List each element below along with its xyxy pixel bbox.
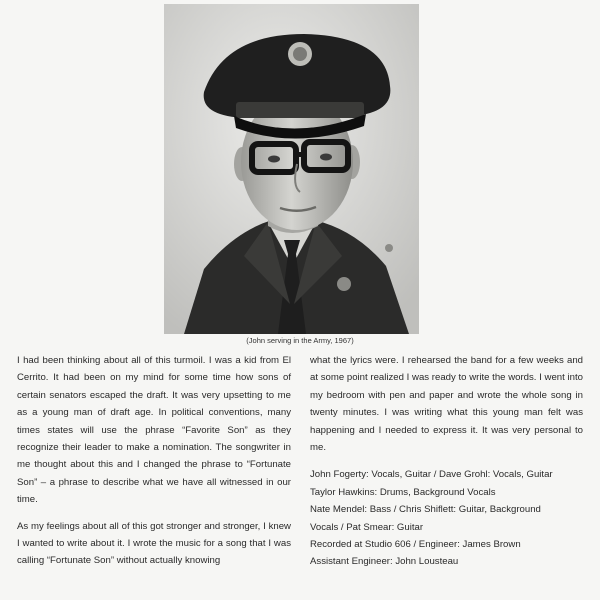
- photo-caption: (John serving in the Army, 1967): [246, 336, 354, 345]
- portrait-illustration: [164, 4, 419, 334]
- body-paragraph: As my feelings about all of this got stronger and stronger, I knew I wanted to write about it. I wrote the music for a song that I was calling “Fortunate Son” without actually knowing: [17, 520, 291, 567]
- credit-line: Recorded at Studio 606 / Engineer: James Brown: [310, 539, 521, 551]
- credit-line: Vocals / Pat Smear: Guitar: [310, 521, 424, 533]
- credit-line: Taylor Hawkins: Drums, Background Vocals: [310, 486, 496, 498]
- army-portrait-photo: [164, 4, 419, 334]
- credit-line: Nate Mendel: Bass / Chris Shiflett: Guitar, Background: [310, 504, 541, 516]
- credit-line: Assistant Engineer: John Lousteau: [310, 556, 459, 568]
- left-text-column: [17, 352, 291, 570]
- body-paragraph: what the lyrics were. I rehearsed the band for a few weeks and at some point realized I was ready to write the words. I went into my bedroom with pen and paper and wrote the whole song in twenty minutes. I was writing what this young man felt was happening and I needed to express it. It was very personal to me.: [310, 355, 583, 454]
- credits-block: [310, 466, 583, 570]
- credit-line: John Fogerty: Vocals, Guitar / Dave Grohl: Vocals, Guitar: [310, 469, 553, 481]
- right-text-column: [310, 352, 583, 571]
- body-paragraph: I had been thinking about all of this turmoil. I was a kid from El Cerrito. It had been on my mind for some time how sons of certain senators escaped the draft. It was very upsetting to me as a young man of draft age. In political conventions, many times states will use the phrase “Favorite Son” as they recognize their leader to make a nomination. The songwriter in me thought about this and I changed the phrase to “Fortunate Son” – a phrase to describe what we have all witnessed in our time.: [17, 355, 291, 506]
